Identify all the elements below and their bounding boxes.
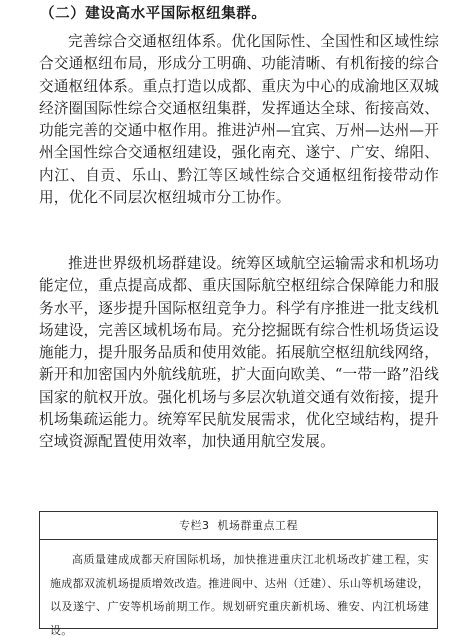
column-box-title [40, 512, 437, 540]
paragraph-hub-system: 完善综合交通枢纽体系。优化国际性、全国性和区域性综合交通枢纽布局，形成分工明确、功能清晰、有机衔接的综合交通枢纽体系。重点打造以成都、重庆为中心的成渝地区双城经济圈国际性综合交通枢纽集群，发挥通达全球、衔接高效、功能完善的交通中枢作用。推进泸州—宜宾、万州—达州—开州全国性综合交通枢纽建设，强化南充、遂宁、广安、绵阳、内江、自贡、乐山、黔江等区域性综合交通枢纽衔接带动作用，优化不同层次枢纽城市分工协作。 [39, 33, 439, 207]
column-box-body: 高质量建成成都天府国际机场，加快推进重庆江北机场改扩建工程，实施成都双流机场提质增效改造。推进阆中、达州（迁建）、乐山等机场建设，以及遂宁、广安等机场前期工作。规划研究重庆新机场、雅安、内江机场建设。 [50, 553, 429, 637]
column-box-label: 专栏3 [179, 519, 210, 532]
column-box-title-text: 机场群重点工程 [217, 519, 298, 532]
column-box [39, 511, 438, 637]
paragraph-airport-cluster: 推进世界级机场群建设。统筹区域航空运输需求和机场功能定位，重点提高成都、重庆国际航空枢纽综合保障能力和服务水平，逐步提升国际枢纽竞争力。科学有序推进一批支线机场建设，完善区域机场布局。充分挖掘既有综合性机场货运设施能力，提升服务品质和使用效能。拓展航空枢纽航线网络，新开和加密国内外航线航班，扩大面向欧美、“一带一路”沿线国家的航权开放。强化机场与多层次轨道交通有效衔接，提升机场集疏运能力。统筹军民航发展需求，优化空域结构，提升空域资源配置使用效率，加快通用航空发展。 [39, 255, 439, 451]
section-heading: （二）建设高水平国际枢纽集群。 [40, 5, 267, 22]
